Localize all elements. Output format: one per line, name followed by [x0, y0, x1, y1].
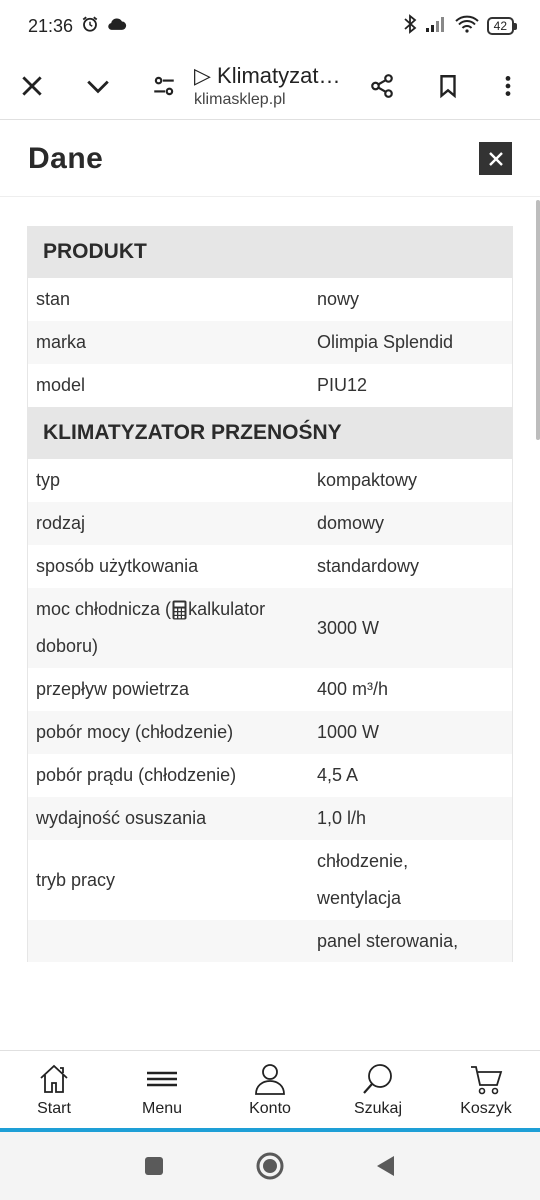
nav-label: Konto	[249, 1099, 291, 1117]
close-icon	[19, 73, 45, 99]
nav-szukaj[interactable]	[324, 1051, 432, 1128]
alarm-icon	[81, 15, 99, 38]
row-key: wydajność osuszania	[36, 808, 207, 828]
scrollbar[interactable]	[536, 200, 540, 440]
row-key: rodzaj	[36, 513, 86, 533]
home-icon	[37, 1062, 71, 1096]
site-settings-button[interactable]	[140, 62, 188, 110]
row-value: 1,0 l/h	[317, 808, 367, 828]
nav-label: Koszyk	[460, 1099, 512, 1117]
table-row	[28, 545, 512, 588]
row-value: Olimpia Splendid	[317, 332, 454, 352]
user-icon	[253, 1062, 287, 1096]
nav-label: Start	[37, 1099, 71, 1117]
row-key: stan	[36, 289, 71, 309]
table-row	[28, 797, 512, 840]
modal-header	[0, 121, 540, 197]
row-value: 400 m³/h	[317, 679, 389, 699]
status-bar	[0, 0, 540, 52]
row-value-line1: chłodzenie,	[317, 851, 409, 871]
bookmark-icon	[435, 73, 461, 99]
back-button[interactable]	[368, 1148, 404, 1184]
nav-koszyk[interactable]	[432, 1051, 540, 1128]
table-row	[28, 502, 512, 545]
close-modal-button[interactable]	[479, 142, 512, 175]
browser-toolbar	[0, 52, 540, 120]
share-icon	[369, 73, 395, 99]
nav-start[interactable]	[0, 1051, 108, 1128]
table-row	[28, 364, 512, 407]
calculator-icon	[172, 600, 187, 620]
row-value: kompaktowy	[317, 470, 418, 490]
table-row	[28, 711, 512, 754]
row-key-tail: doboru)	[36, 636, 99, 656]
share-button[interactable]	[358, 62, 406, 110]
row-key: tryb pracy	[36, 869, 116, 890]
page-title: Dane	[28, 141, 104, 175]
table-row	[28, 321, 512, 364]
row-key: pobór prądu (chłodzenie)	[36, 765, 237, 785]
battery-indicator: 42	[487, 17, 514, 35]
nav-menu[interactable]	[108, 1051, 216, 1128]
square-icon	[143, 1155, 165, 1177]
row-key: przepływ powietrza	[36, 679, 190, 699]
page-title-text: ▷ Klimatyzat…	[194, 62, 341, 88]
circle-icon	[255, 1151, 285, 1181]
row-value-line2: wentylacja	[317, 888, 402, 908]
table-row	[28, 754, 512, 797]
wifi-icon	[455, 15, 479, 38]
home-button[interactable]	[252, 1148, 288, 1184]
row-value: standardowy	[317, 556, 420, 576]
cart-icon	[469, 1062, 503, 1096]
url-bar[interactable]	[194, 63, 344, 109]
row-value: panel sterowania,	[317, 931, 459, 951]
close-icon	[488, 151, 504, 167]
row-key: sposób użytkowania	[36, 556, 199, 576]
domain-text: klimasklep.pl	[194, 90, 286, 108]
row-key: typ	[36, 470, 61, 490]
tune-icon	[151, 73, 177, 99]
more-vertical-icon	[495, 73, 521, 99]
row-key	[28, 591, 317, 665]
row-value: 1000 W	[317, 722, 380, 742]
bottom-navigation	[0, 1050, 540, 1128]
calculator-link[interactable]: kalkulator	[188, 599, 266, 619]
chevron-down-icon	[85, 73, 111, 99]
row-value	[317, 843, 512, 917]
menu-icon	[145, 1062, 179, 1096]
search-icon	[361, 1062, 395, 1096]
row-value: domowy	[317, 513, 385, 533]
section-heading: KLIMATYZATOR PRZENOŚNY	[28, 407, 512, 459]
system-navigation	[0, 1132, 540, 1200]
recents-button[interactable]	[136, 1148, 172, 1184]
bookmark-button[interactable]	[424, 62, 472, 110]
table-row	[28, 840, 512, 920]
table-row	[28, 920, 512, 962]
back-triangle-icon	[374, 1154, 398, 1178]
nav-konto[interactable]	[216, 1051, 324, 1128]
nav-label: Menu	[141, 1099, 183, 1117]
row-value: 3000 W	[317, 617, 380, 638]
cloud-icon	[107, 16, 127, 37]
minimize-button[interactable]	[74, 62, 122, 110]
row-value: 4,5 A	[317, 765, 359, 785]
row-key: pobór mocy (chłodzenie)	[36, 722, 234, 742]
row-key: marka	[36, 332, 87, 352]
row-value: nowy	[317, 289, 360, 309]
table-row	[28, 278, 512, 321]
row-key-text: moc chłodnicza (	[36, 599, 172, 619]
spec-table	[27, 226, 513, 962]
status-time: 21:36	[28, 15, 74, 36]
row-value: PIU12	[317, 375, 368, 395]
section-heading: PRODUKT	[28, 226, 512, 278]
signal-icon	[425, 15, 447, 38]
table-row	[28, 459, 512, 502]
more-options-button[interactable]	[484, 62, 532, 110]
row-key: model	[36, 375, 86, 395]
bluetooth-icon	[403, 14, 417, 39]
close-tab-button[interactable]	[8, 62, 56, 110]
nav-label: Szukaj	[353, 1099, 403, 1117]
table-row	[28, 668, 512, 711]
table-row	[28, 588, 512, 668]
